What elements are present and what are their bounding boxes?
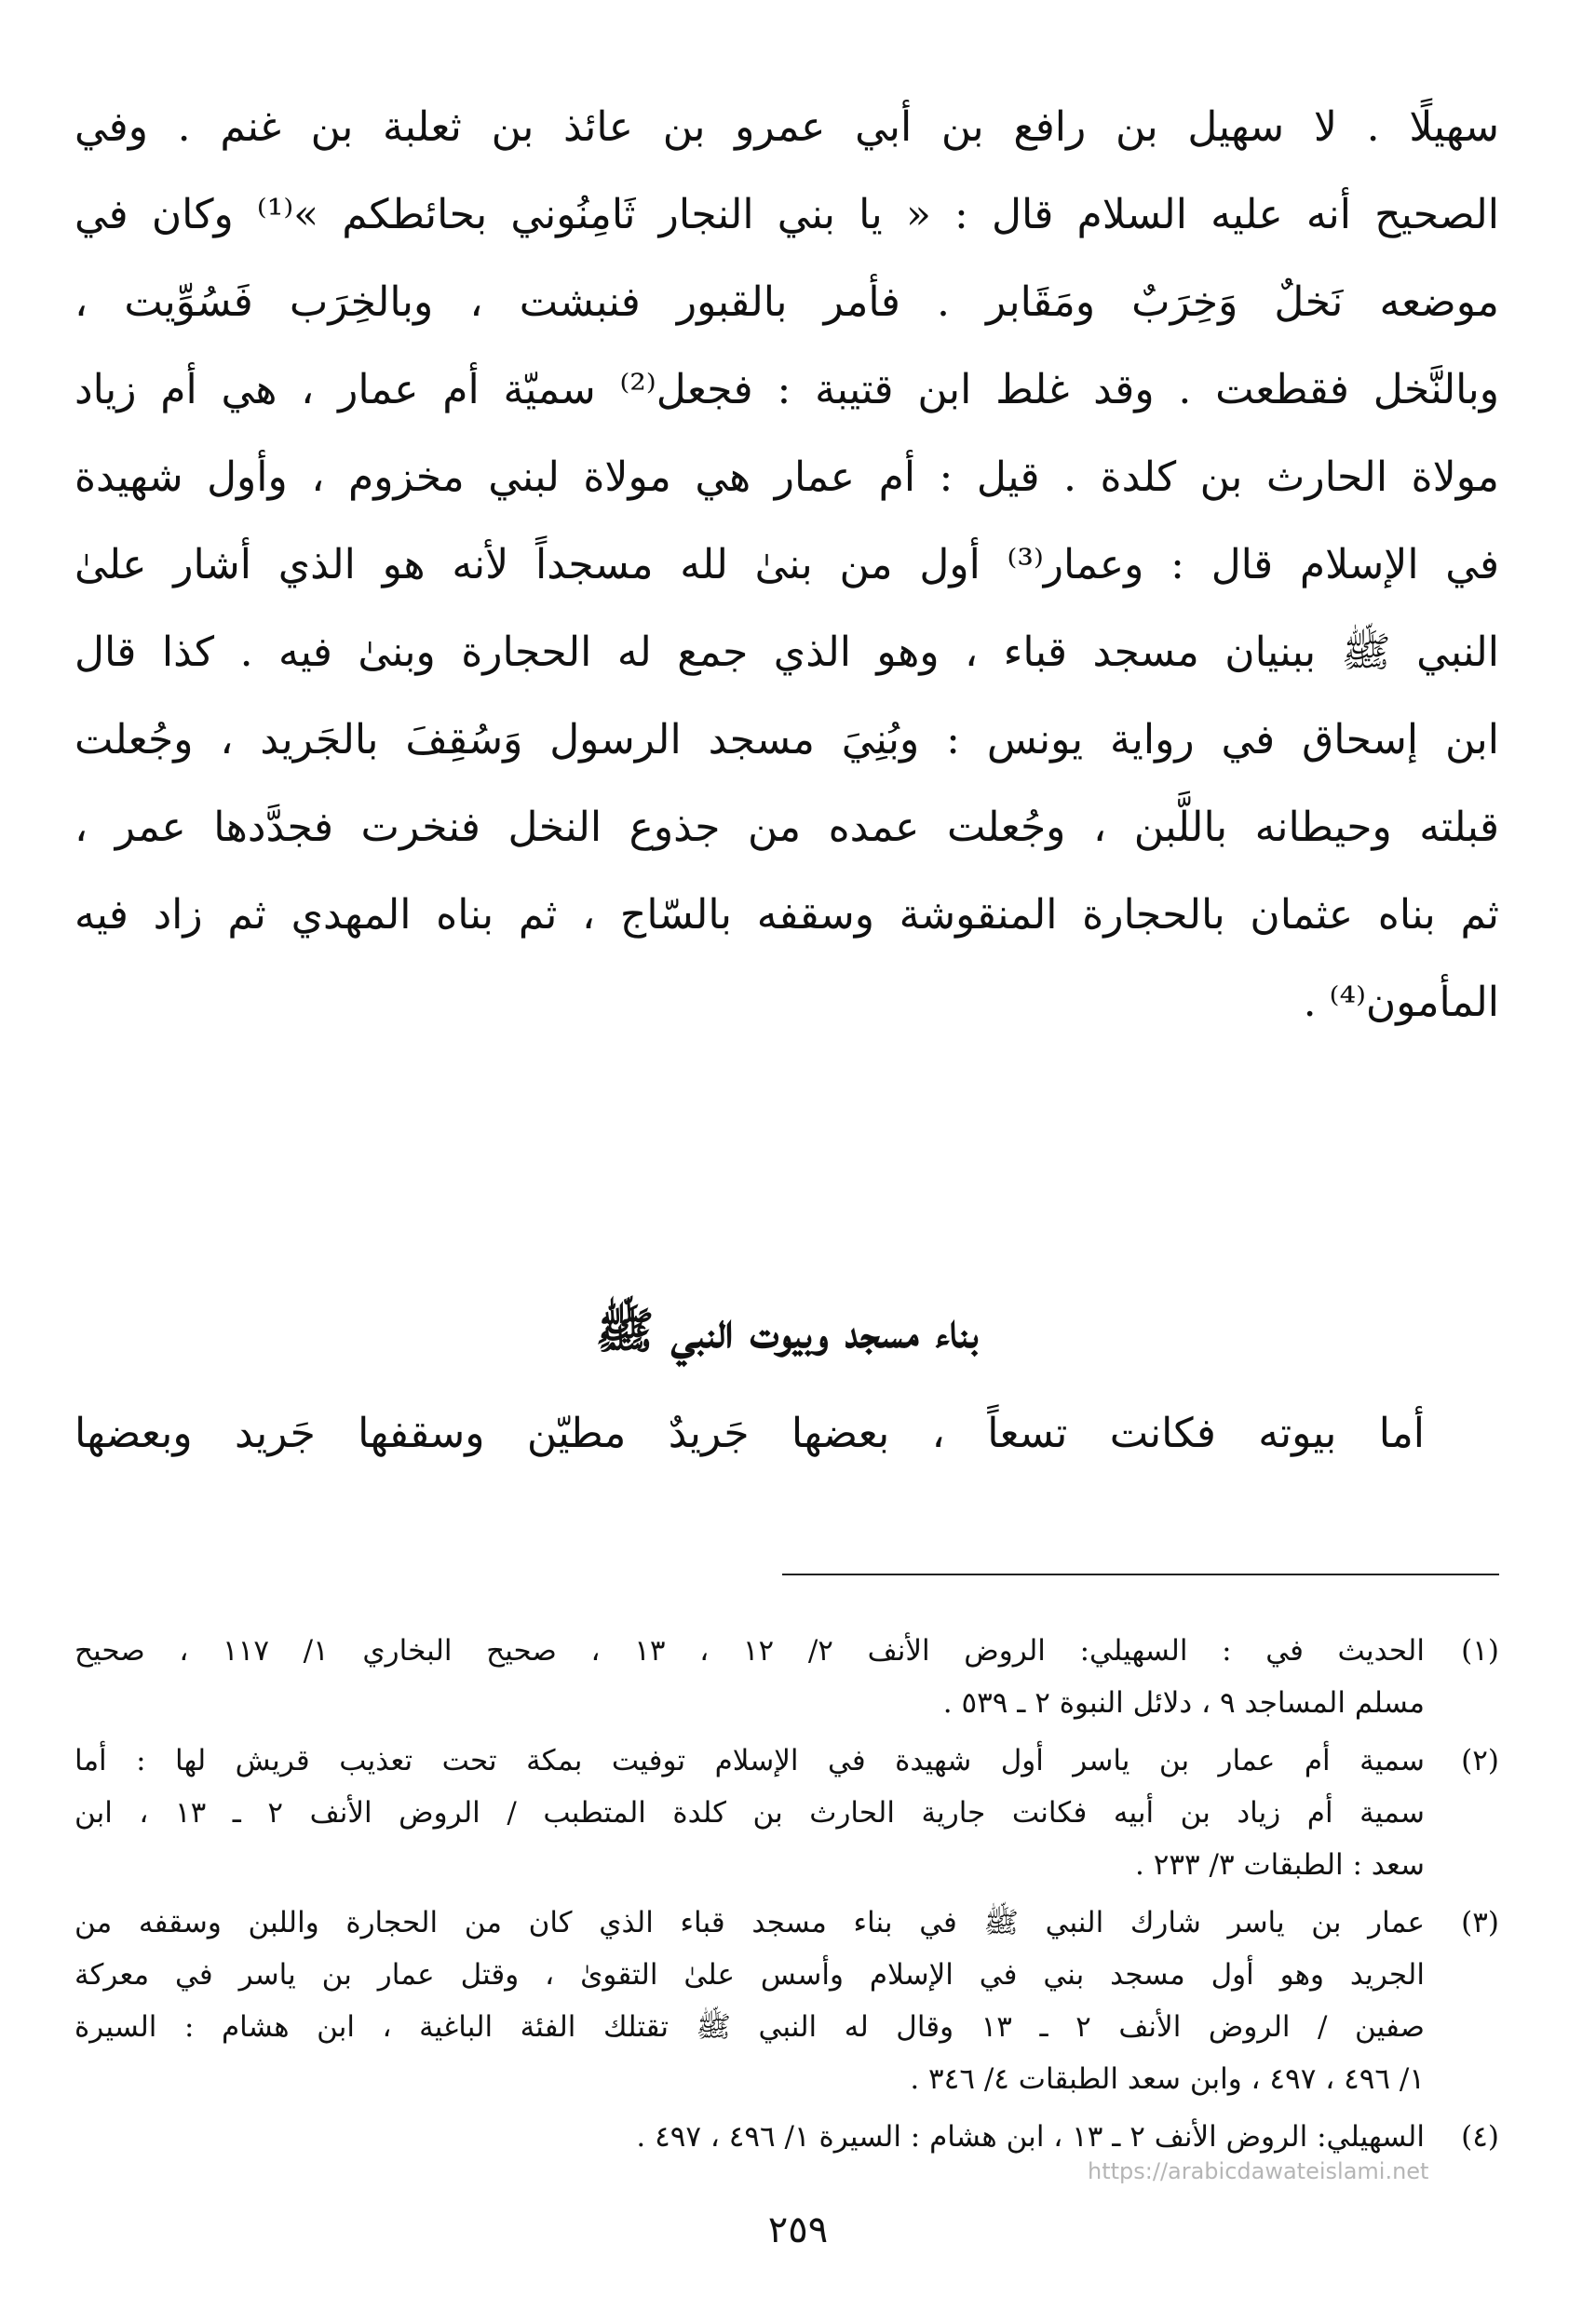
page-number: ٢٥٩ [767,2209,829,2251]
body-line: الصحيح أنه عليه السلام قال : « يا بني النجار ثَامِنُوني بحائطكم »⁽¹⁾ وكان في [74,191,1499,238]
footnote-line: سعد : الطبقات ٣/ ٢٣٣ . [1134,1848,1425,1882]
footnote-line: صفين / الروض الأنف ٢ ـ ١٣ وقال له النبي ﷺ تقتلك الفئة الباغية ، ابن هشام : السيرة [74,2010,1425,2044]
body-line: النبي ﷺ ببنيان مسجد قباء ، وهو الذي جمع له الحجارة وبنىٰ فيه . كذا قال [74,628,1499,676]
footnote-line: عمار بن ياسر شارك النبي ﷺ في بناء مسجد قباء الذي كان من الحجارة واللبن وسقفه من [74,1906,1425,1939]
footnote-separator [782,1574,1499,1575]
footnote-number: (٢) [1461,1744,1499,1777]
footnote [74,1735,1499,1891]
footnote-line: سمية أم عمار بن ياسر أول شهيدة في الإسلام توفيت بمكة تحت تعذيب قريش لها : أما [74,1744,1425,1777]
footnote-line: ١/ ٤٩٦ ، ٤٩٧ ، وابن سعد الطبقات ٤/ ٣٤٦ . [910,2062,1425,2096]
footnote [74,1625,1499,1729]
body-line: موضعه نَخلٌ وَخِرَبٌ ومَقَابر . فأمر بالقبور فنبشت ، وبالخِرَب فَسُوِّيت ، [74,278,1499,326]
body-line: قبلته وحيطانه باللَّبن ، وجُعلت عمده من جذوع النخل فنخرت فجدَّدها عمر ، [74,804,1499,851]
book-page [74,84,1499,2225]
footnote [74,2111,1499,2163]
body-line: وبالنَّخل فقطعت . وقد غلط ابن قتيبة : فجعل⁽²⁾ سميّة أم عمار ، هي أم زياد [74,366,1500,413]
body-line: ابن إسحاق في رواية يونس : وبُنِيَ مسجد الرسول وَسُقِفَ بالجَريد ، وجُعلت [74,716,1499,763]
watermark-url: https://arabicdawateislami.net [1088,2158,1429,2184]
footnotes [74,1625,1499,2169]
footnote-line: سمية أم زياد بن أبيه فكانت جارية الحارث بن كلدة المتطبب / الروض الأنف ٢ ـ ١٣ ، ابن [74,1796,1425,1830]
footnote-number: (٤) [1461,2120,1499,2154]
footnote-line: السهيلي: الروض الأنف ٢ ـ ١٣ ، ابن هشام : السيرة ١/ ٤٩٦ ، ٤٩٧ . [636,2120,1425,2154]
body-paragraph [74,84,1499,1047]
footnote-number: (١) [1461,1634,1499,1668]
footnote-line: مسلم المساجد ٩ ، دلائل النبوة ٢ ـ ٥٣٩ . [942,1686,1425,1720]
body-line: سهيلًا . لا سهيل بن رافع بن أبي عمرو بن عائذ بن ثعلبة بن غنم . وفي [74,103,1499,151]
footnote [74,1897,1499,2105]
footnote-number: (٣) [1461,1906,1499,1939]
body-line: ثم بناه عثمان بالحجارة المنقوشة وسقفه بالسّاج ، ثم بناه المهدي ثم زاد فيه [74,891,1499,939]
body-line: المأمون⁽⁴⁾ . [1303,979,1499,1026]
footnote-line: الجريد وهو أول مسجد بني في الإسلام وأسس علىٰ التقوىٰ ، وقتل عمار بن ياسر في معركة [74,1958,1425,1992]
body-line: مولاة الحارث بن كلدة . قيل : أم عمار هي مولاة لبني مخزوم ، وأول شهيدة [74,453,1499,501]
section-heading: بناء مسجد وبيوت النبي ﷺ [595,1303,979,1359]
footnote-line: الحديث في : السهيلي: الروض الأنف ٢/ ١٢ ، ١٣ ، صحيح البخاري ١/ ١١٧ ، صحيح [74,1634,1425,1668]
section-intro-line: أما بيوته فكانت تسعاً ، بعضها جَريدٌ مطيّن وسقفها جَريد وبعضها [74,1410,1425,1457]
body-line: في الإسلام قال : وعمار⁽³⁾ أول من بنىٰ لله مسجداً لأنه هو الذي أشار علىٰ [74,541,1500,588]
